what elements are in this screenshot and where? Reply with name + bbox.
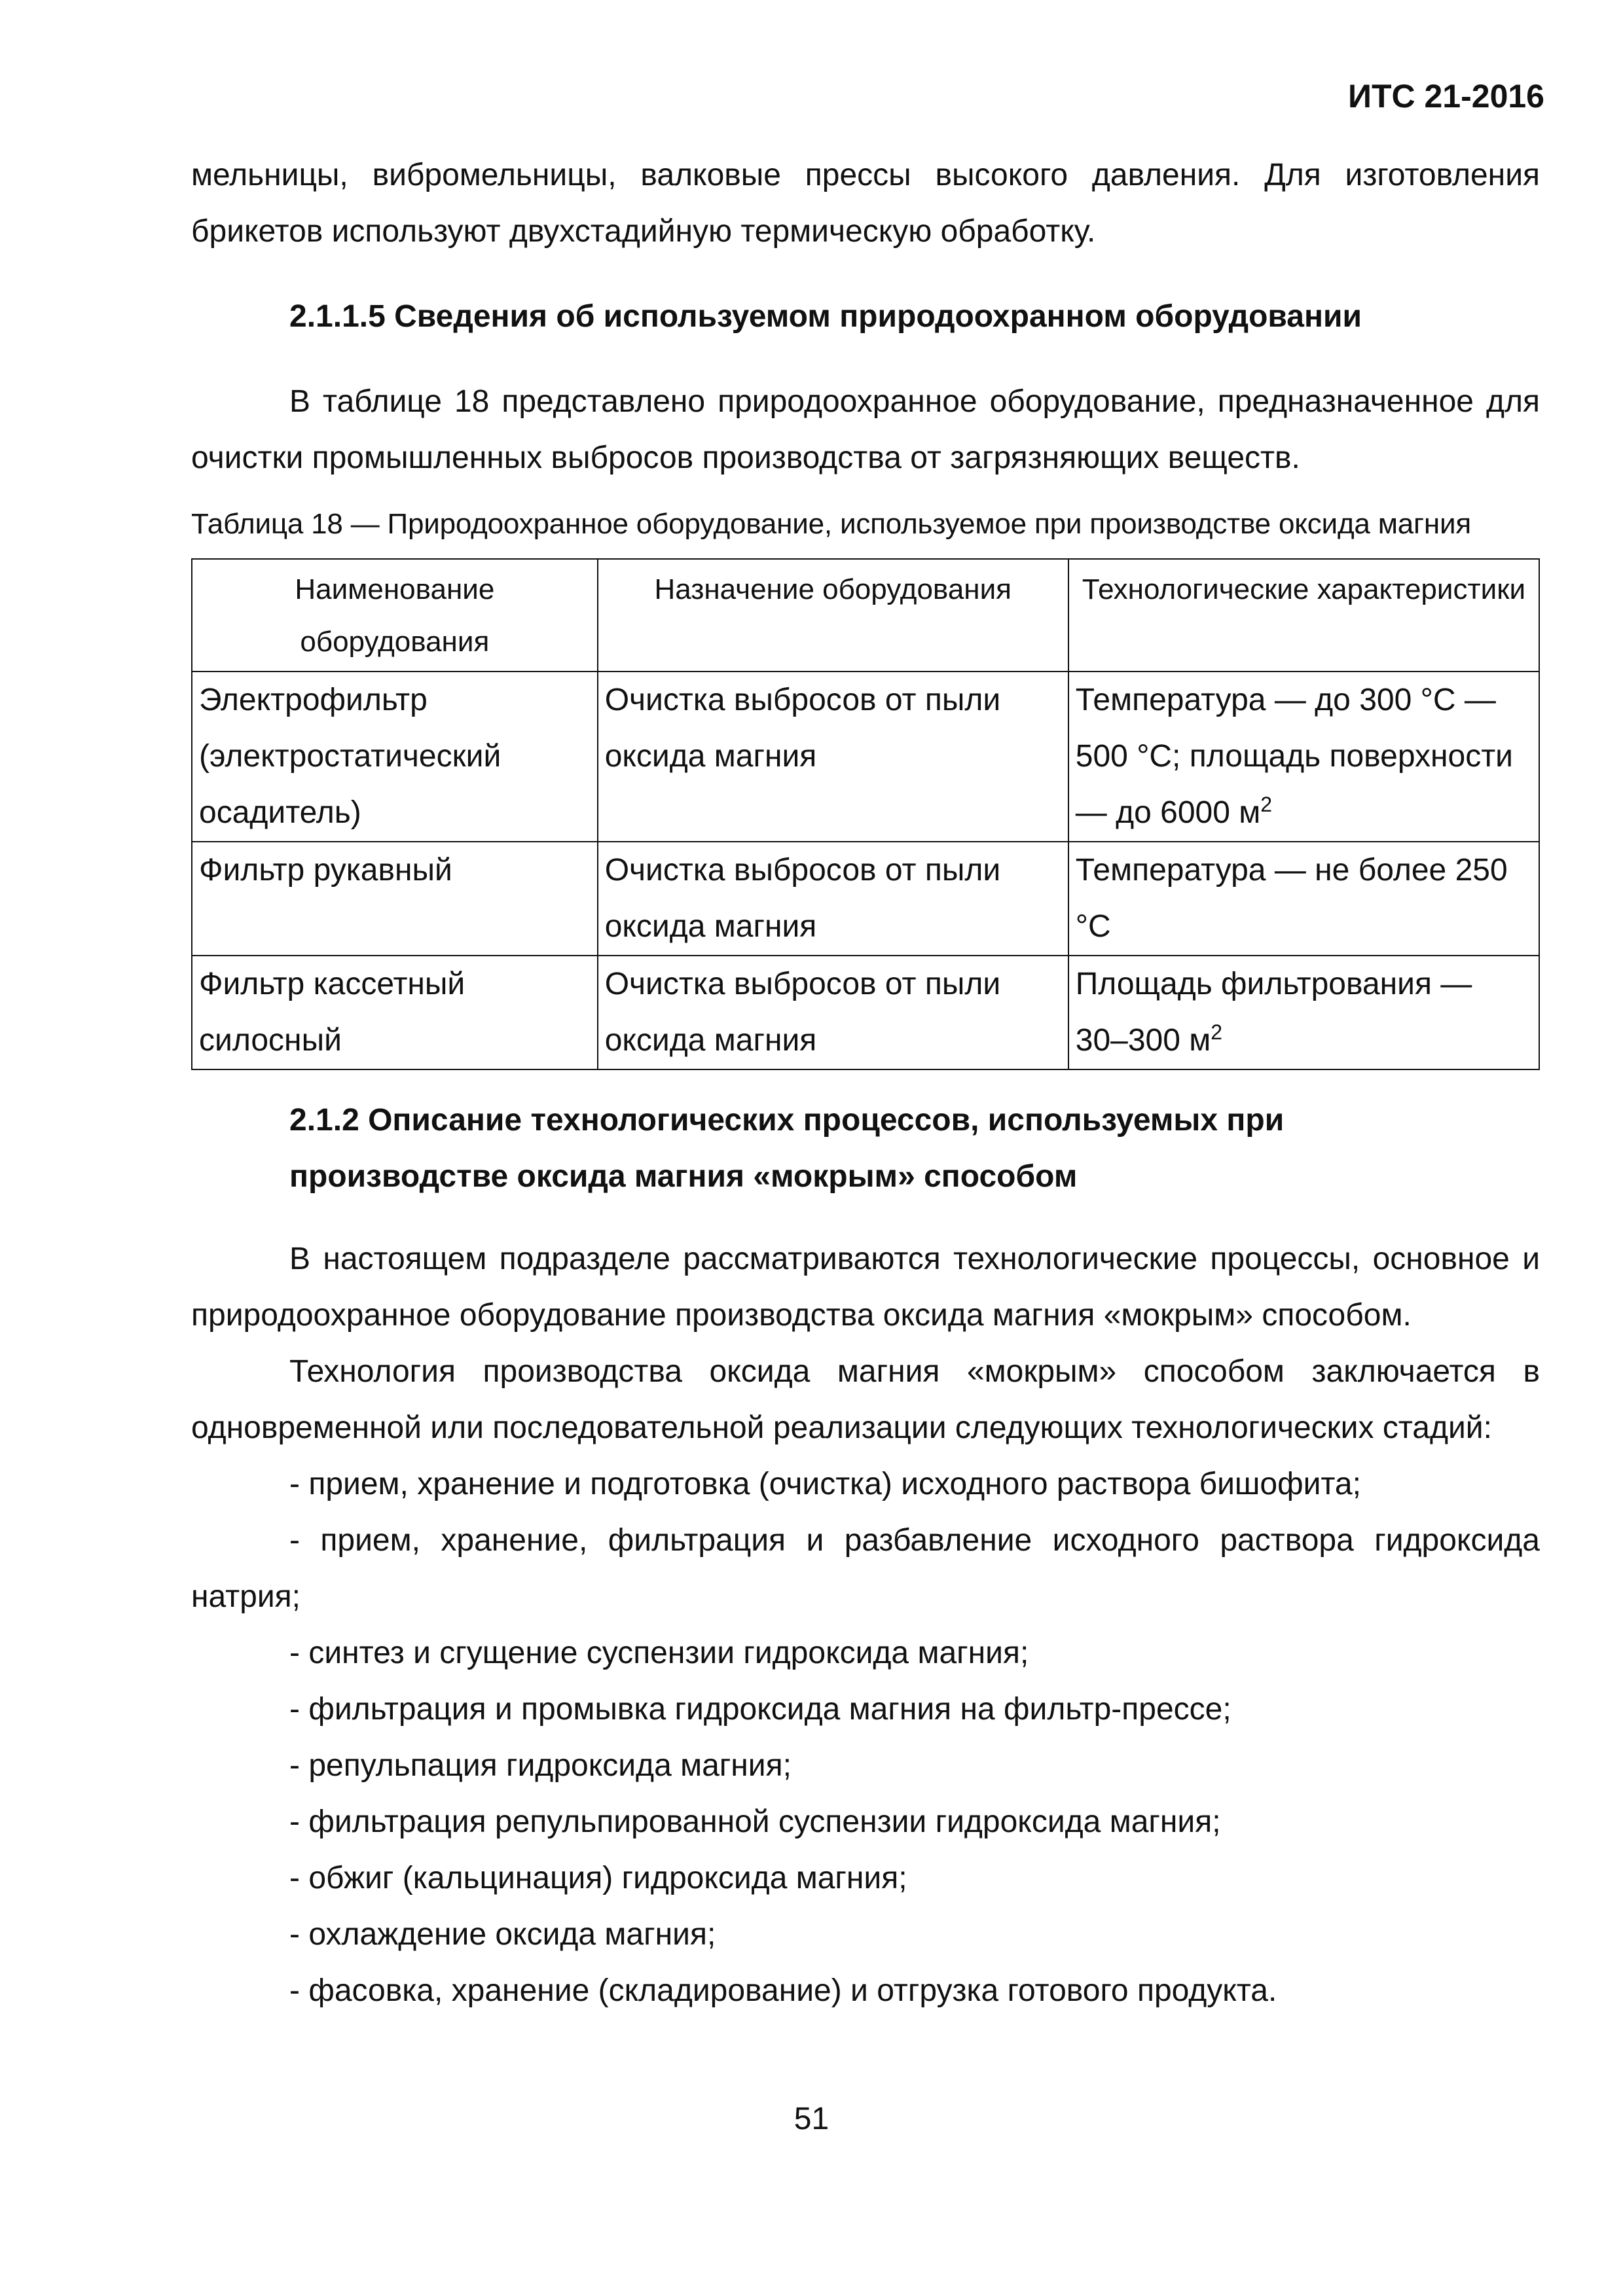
list-item: - фасовка, хранение (складирование) и отгрузка готового продукта.	[289, 1973, 1277, 2008]
section-heading-212: 2.1.2 Описание технологических процессов, используемых при производстве оксида магния «мокрым» способом	[289, 1103, 1285, 1194]
page-number: 51	[793, 2102, 830, 2136]
equipment-table	[191, 558, 1540, 1070]
page-content	[191, 147, 1540, 2019]
spec-superscript: 2	[1260, 793, 1273, 816]
list-item: - синтез и сгущение суспензии гидроксида магния;	[289, 1636, 1029, 1670]
stages-list	[191, 1456, 1540, 2019]
cell-purpose: Очистка выбросов от пыли оксида магния	[598, 842, 1068, 956]
spec-text: Площадь фильтрования — 30–300 м	[1075, 967, 1472, 1058]
table-header-row	[192, 559, 1539, 672]
cell-spec	[1068, 672, 1539, 842]
list-item: - прием, хранение, фильтрация и разбавление исходного раствора гидроксида натрия;	[191, 1523, 1540, 1614]
cell-name: Фильтр кассетный силосный	[192, 956, 598, 1069]
spec-superscript: 2	[1211, 1020, 1223, 1044]
cell-purpose: Очистка выбросов от пыли оксида магния	[598, 956, 1068, 1069]
list-item: - охлаждение оксида магния;	[289, 1917, 716, 1952]
cell-name: Фильтр рукавный	[192, 842, 598, 956]
cell-spec	[1068, 842, 1539, 956]
spec-text: Температура — не более 250 °С	[1075, 853, 1508, 944]
table-row	[192, 672, 1539, 842]
cell-spec	[1068, 956, 1539, 1069]
section-heading-2115: 2.1.1.5 Сведения об используемом природоохранном оборудовании	[289, 299, 1362, 334]
intro-paragraph: мельницы, вибромельницы, валковые прессы высокого давления. Для изготовления брикетов используют двухстадийную термическую обработку.	[191, 158, 1540, 249]
list-item: - фильтрация и промывка гидроксида магния на фильтр-прессе;	[289, 1692, 1231, 1727]
cell-name: Электрофильтр (электростатический осадитель)	[192, 672, 598, 842]
header-cell-purpose: Назначение оборудования	[598, 559, 1068, 672]
cell-purpose: Очистка выбросов от пыли оксида магния	[598, 672, 1068, 842]
list-item: - репульпация гидроксида магния;	[289, 1748, 792, 1783]
header-cell-spec: Технологические характеристики	[1068, 559, 1539, 672]
list-item: - обжиг (кальцинация) гидроксида магния;	[289, 1861, 907, 1895]
header-cell-name: Наименование оборудования	[192, 559, 598, 672]
section-212-paragraph-2: Технология производства оксида магния «мокрым» способом заключается в одновременной или последовательной реализации следующих технологических стадий:	[191, 1354, 1540, 1445]
section-212-paragraph-1: В настоящем подразделе рассматриваются технологические процессы, основное и природоохранное оборудование производства оксида магния «мокрым» способом.	[191, 1242, 1540, 1333]
spec-text: Температура — до 300 °С — 500 °С; площадь поверхности — до 6000 м	[1075, 683, 1513, 830]
document-id: ИТС 21-2016	[1348, 78, 1544, 115]
section-2115-paragraph: В таблице 18 представлено природоохранное оборудование, предназначенное для очистки промышленных выбросов производства от загрязняющих веществ.	[191, 384, 1540, 475]
list-item: - прием, хранение и подготовка (очистка) исходного раствора бишофита;	[289, 1467, 1361, 1501]
table-row	[192, 956, 1539, 1069]
table-caption: Таблица 18 — Природоохранное оборудование, используемое при производстве оксида магния	[191, 508, 1471, 540]
list-item: - фильтрация репульпированной суспензии гидроксида магния;	[289, 1804, 1221, 1839]
table-row	[192, 842, 1539, 956]
